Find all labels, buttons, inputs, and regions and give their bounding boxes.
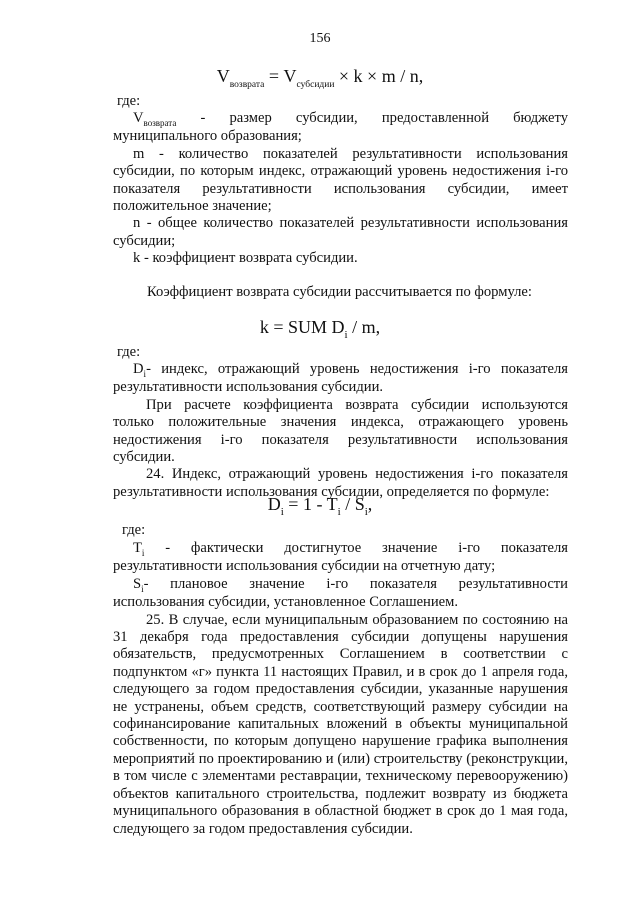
where-label-1: где:: [117, 93, 141, 109]
paragraph-24: 24. Индекс, отражающий уровень недостижения i-го показателя результативности использования субсидии, определяется по формуле:: [113, 466, 568, 500]
formula3-slash: / S: [340, 494, 365, 514]
where-label-3: где:: [122, 522, 146, 538]
formula-coefficient: [0, 316, 640, 341]
def-d-subscript: i: [143, 369, 147, 379]
formula3-t-subscript: i: [337, 506, 341, 518]
def-t-subscript: i: [141, 548, 145, 558]
formula3-mid: = 1 - T: [283, 494, 338, 514]
definition-v: [113, 110, 568, 146]
paragraph-25: 25. В случае, если муниципальным образованием по состоянию на 31 декабря года предоставления субсидии допущены нарушения обязательств, предусмотренных Соглашением в соответствии с подпунктом «г» пункта 11 настоящих Правил, и в срок до 1 апреля года, следующего за годом предоставления субсидии, указанные нарушения не устранены, объем средств, соответствующий размеру субсидии на софинансирование капитальных вложений в объекты муниципальной собственности, по которым допущено нарушение графика выполнения мероприятий по проектированию и (или) строительству (реконструкции, в том числе с элементами реставрации, техническому перевооружению) объектов капитального строительства, подлежит возврату из бюджета муниципального образования в областной бюджет в срок до 1 мая года, следующего за годом предоставления субсидии.: [113, 611, 568, 837]
definition-d: [113, 361, 568, 397]
formula-v2-subscript: субсидии: [296, 80, 335, 90]
definition-s: [113, 576, 568, 612]
def-s-text: - плановое значение i-го показателя результативности использования субсидии, установленное Соглашением.: [113, 575, 568, 611]
coefficient-intro: Коэффициент возврата субсидии рассчитывается по формуле:: [147, 284, 532, 300]
def-t-text: - фактически достигнутое значение i-го показателя результативности использования субсидии на отчетную дату;: [113, 540, 568, 575]
def-s-subscript: i: [141, 583, 144, 594]
where-label-2: где:: [117, 344, 141, 360]
definition-k: k - коэффициент возврата субсидии.: [133, 250, 358, 267]
definition-t: [113, 540, 568, 576]
formula-return-volume: [0, 65, 640, 91]
def-v-subscript: возврата: [143, 118, 177, 128]
definitions-block-3: [113, 540, 568, 838]
def-t-symbol: T: [133, 540, 142, 556]
formula3-d-subscript: i: [280, 506, 284, 518]
page-number: 156: [309, 31, 331, 46]
def-v-symbol: V: [133, 110, 144, 126]
formula2-right: / m,: [347, 317, 381, 337]
definitions-block-2: [113, 361, 568, 501]
formula-index: [0, 493, 640, 518]
def-v-text: - размер субсидии, предоставленной бюджету муниципального образования;: [113, 110, 568, 145]
formula-v2-symbol: V: [283, 66, 297, 86]
definition-n: n - общее количество показателей результативности использования субсидии;: [113, 215, 568, 249]
formula3-s-subscript: i: [364, 506, 368, 518]
formula-equals: =: [264, 66, 284, 86]
formula2-subscript: i: [344, 329, 348, 341]
paragraph-positive-values: При расчете коэффициента возврата субсидии используются только положительные значения индекса, отражающего уровень недостижения i-го показателя результативности использования субсидии.: [113, 396, 568, 466]
formula3-end: ,: [367, 494, 373, 514]
def-s-symbol: S: [133, 575, 142, 592]
formula2-left: k = SUM D: [259, 317, 345, 337]
def-d-symbol: D: [133, 361, 144, 377]
formula-v-subscript: возврата: [229, 80, 265, 90]
def-d-text: - индекс, отражающий уровень недостижения i-го показателя результативности использования субсидии.: [113, 361, 568, 396]
formula3-d: D: [267, 494, 281, 514]
formula-v-symbol: V: [216, 66, 230, 86]
definition-m: m - количество показателей результативности использования субсидии, по которым индекс, отражающий уровень недостижения i-го показателя результативности использования субсидии, имеет положительное значение;: [113, 145, 568, 215]
formula-rest: × k × m / n,: [334, 66, 424, 86]
definitions-block-1: [113, 110, 568, 268]
